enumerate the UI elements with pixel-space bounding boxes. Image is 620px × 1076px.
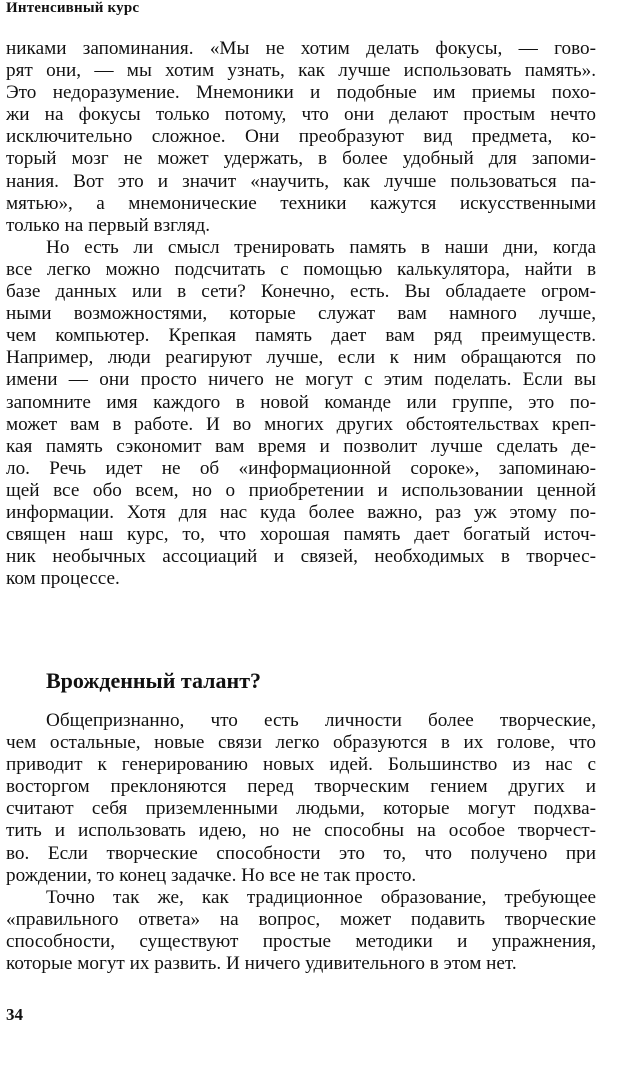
text-line: Например, люди реагируют лучше, если к ним обращаются по [6, 347, 596, 369]
text-line: ными возможностями, которые служат вам намного лучше, [6, 303, 596, 325]
text-line: мятью», а мнемонические техники кажутся искусственными [6, 192, 596, 214]
text-line: рят они, — мы хотим узнать, как лучше использовать память». [6, 60, 596, 82]
text-line: жи на фокусы только потому, что они делают простым нечто [6, 104, 596, 126]
text-line: имени — они просто ничего не могут с этим поделать. Если вы [6, 369, 596, 391]
page-number: 34 [6, 1005, 23, 1024]
text-line: запомните имя каждого в новой команде или группе, это по- [6, 391, 596, 413]
text-line: ком процессе. [6, 568, 120, 590]
text-line: приводит к генерированию новых идей. Большинство из нас с [6, 754, 596, 776]
body-text-section-1 [6, 38, 596, 590]
text-line: кая память сэкономит вам время и позволит лучше сделать де- [6, 435, 596, 457]
text-line: Точно так же, как традиционное образование, требующее [46, 886, 596, 908]
text-line: ник необычных ассоциаций и связей, необходимых в творчес- [6, 546, 596, 568]
text-line: которые могут их развить. И ничего удивительного в этом нет. [6, 953, 517, 975]
paragraph [6, 237, 596, 591]
text-line: может вам в работе. И во многих других обстоятельствах креп- [6, 413, 596, 435]
text-line: Общепризнанно, что есть личности более творческие, [46, 710, 596, 731]
text-line: способности, существуют простые методики и упражнения, [6, 930, 596, 952]
text-line: нания. Вот это и значит «научить, как лучше пользоваться па- [6, 170, 596, 192]
text-line: базе данных или в сети? Конечно, есть. Вы обладаете огром- [6, 281, 596, 303]
text-line: рождении, то конец задачке. Но все не так просто. [6, 864, 417, 886]
text-line: ло. Речь идет не об «информационной сороке», запоминаю- [6, 457, 596, 479]
paragraph [6, 887, 596, 975]
text-line: все легко можно подсчитать с помощью калькулятора, найти в [6, 258, 596, 280]
text-line: торый мозг не может удержать, в более удобный для запоми- [6, 148, 596, 170]
text-line: «правильного ответа» на вопрос, может подавить творческие [6, 908, 596, 930]
text-line: только на первый взгляд. [6, 214, 211, 236]
paragraph [6, 38, 596, 237]
text-line: щей все обо всем, но о приобретении и использовании ценной [6, 479, 596, 501]
text-line: чем компьютер. Крепкая память дает вам ряд преимуществ. [6, 325, 596, 347]
text-line: никами запоминания. «Мы не хотим делать фокусы, — гово- [6, 38, 596, 59]
body-text-section-2 [6, 710, 596, 975]
text-line: Это недоразумение. Мнемоники и подобные им приемы похо- [6, 82, 596, 104]
text-line: восторгом преклоняются перед творческим гением других и [6, 776, 596, 798]
running-head: Интенсивный курс [6, 0, 140, 16]
text-line: исключительно сложное. Они преобразуют вид предмета, ко- [6, 126, 596, 148]
text-line: информации. Хотя для нас куда более важно, раз уж этому по- [6, 501, 596, 523]
section-heading: Врожденный талант? [46, 668, 262, 693]
text-line: считают себя приземленными людьми, которые могут подхва- [6, 798, 596, 820]
text-line: во. Если творческие способности это то, что получено при [6, 842, 596, 864]
text-line: тить и использовать идею, но не способны на особое творчест- [6, 820, 596, 842]
text-line: чем остальные, новые связи легко образуются в их голове, что [6, 732, 596, 754]
text-line: священ наш курс, то, что хорошая память дает богатый источ- [6, 524, 596, 546]
text-line: Но есть ли смысл тренировать память в наши дни, когда [46, 236, 596, 258]
paragraph [6, 710, 596, 887]
